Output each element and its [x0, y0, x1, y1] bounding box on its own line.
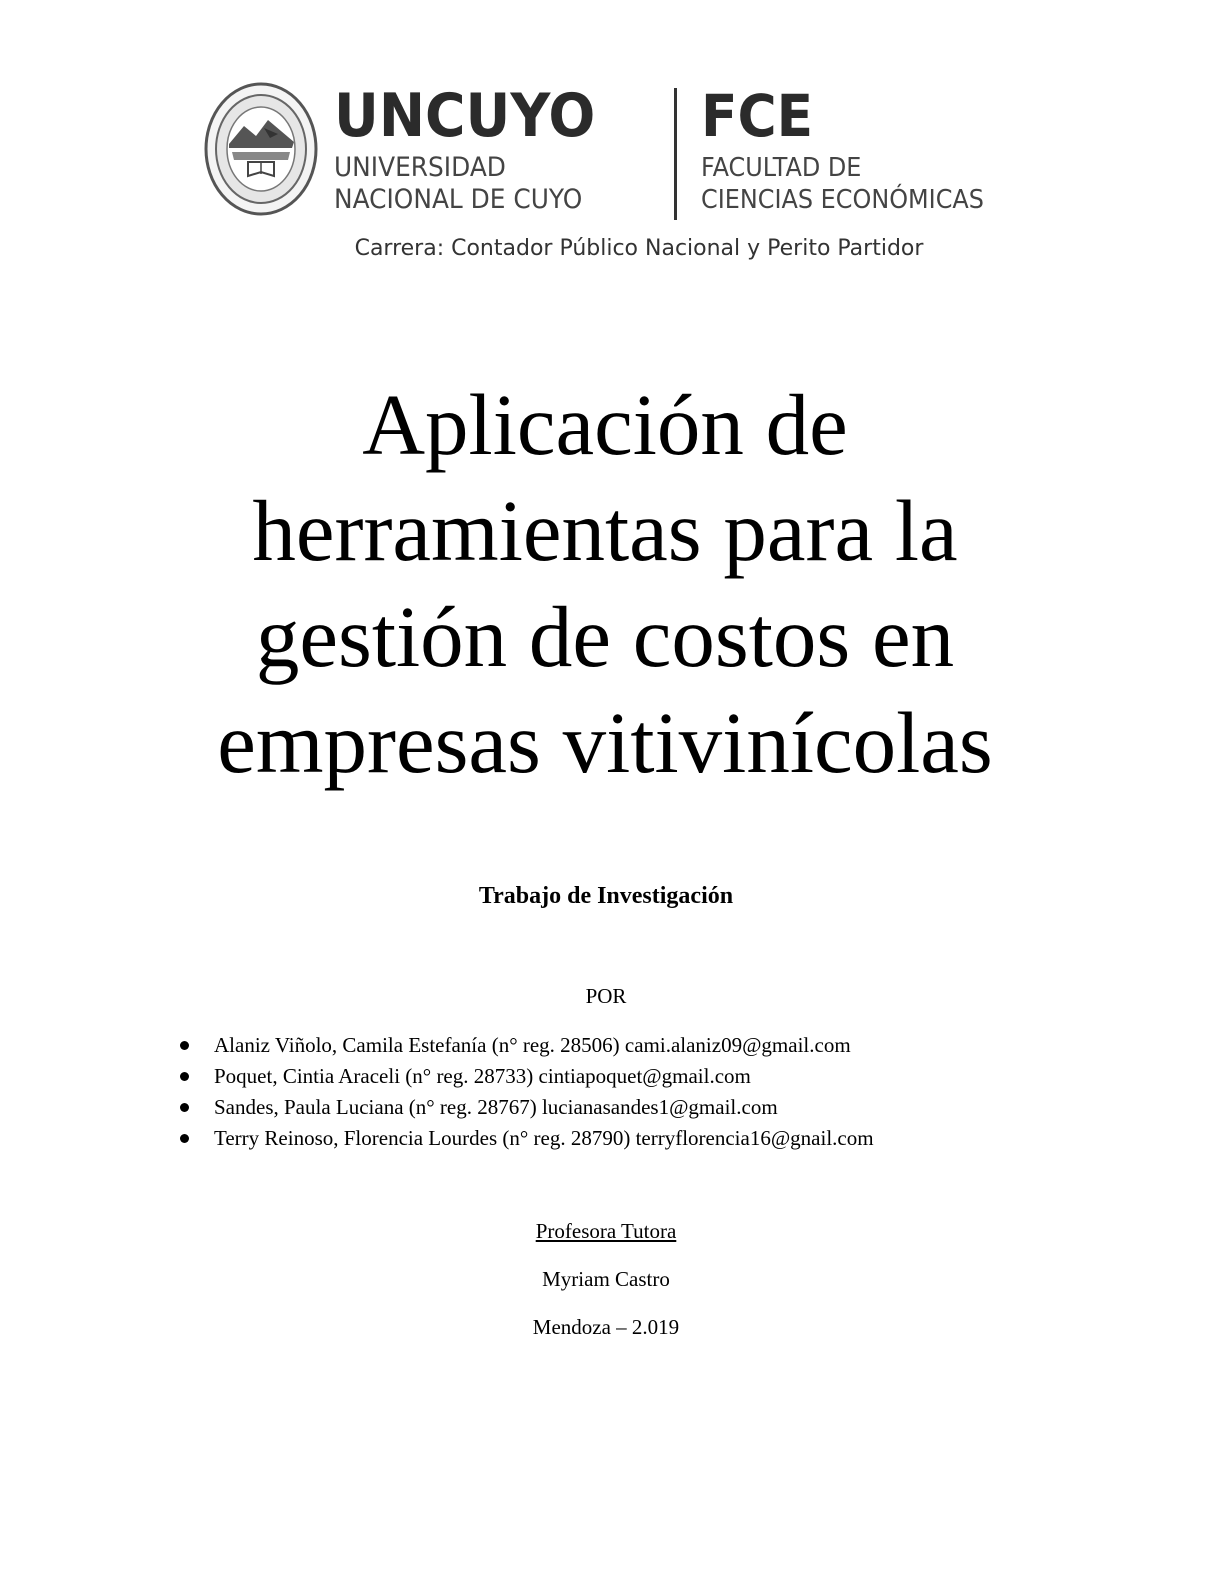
uncuyo-line-1: UNIVERSIDAD: [334, 152, 506, 183]
fce-logo: [701, 80, 1009, 216]
career-line: Carrera: Contador Público Nacional y Perito Partidor: [354, 236, 924, 261]
author-entry: Sandes, Paula Luciana (n° reg. 28767) lucianasandes1@gmail.com: [214, 1095, 778, 1119]
author-entry: Alaniz Viñolo, Camila Estefanía (n° reg. 28506) cami.alaniz09@gmail.com: [214, 1033, 851, 1057]
por-label: POR: [585, 984, 627, 1008]
author-entry: Poquet, Cintia Araceli (n° reg. 28733) cintiapoquet@gmail.com: [214, 1064, 751, 1088]
list-item: [178, 1030, 874, 1061]
document-title: [100, 372, 1110, 796]
tutor-label: Profesora Tutora: [535, 1219, 677, 1243]
title-line: herramientas para la: [252, 482, 958, 579]
list-item: [178, 1123, 874, 1154]
logo-divider: [674, 88, 677, 220]
title-line: Aplicación de: [362, 376, 848, 473]
bullet-icon: [180, 1041, 189, 1050]
uncuyo-brand: UNCUYO: [334, 81, 596, 151]
fce-line-1: FACULTAD DE: [701, 153, 862, 183]
title-line: empresas vitivinícolas: [217, 694, 993, 791]
fce-line-2: CIENCIAS ECONÓMICAS: [701, 185, 984, 215]
author-list: [178, 1030, 874, 1154]
author-entry: Terry Reinoso, Florencia Lourdes (n° reg. 28790) terryflorencia16@gnail.com: [214, 1126, 874, 1150]
fce-brand: FCE: [701, 82, 814, 150]
uncuyo-line-2: NACIONAL DE CUYO: [334, 184, 583, 215]
list-item: [178, 1092, 874, 1123]
university-seal-icon: [204, 82, 318, 216]
document-subtitle: Trabajo de Investigación: [478, 883, 734, 909]
place-date: Mendoza – 2.019: [532, 1315, 680, 1339]
tutor-name: Myriam Castro: [542, 1267, 670, 1291]
uncuyo-logo: [334, 80, 618, 216]
title-line: gestión de costos en: [255, 588, 955, 685]
bullet-icon: [180, 1103, 189, 1112]
institution-header: [204, 80, 1024, 225]
bullet-icon: [180, 1134, 189, 1143]
bullet-icon: [180, 1072, 189, 1081]
list-item: [178, 1061, 874, 1092]
